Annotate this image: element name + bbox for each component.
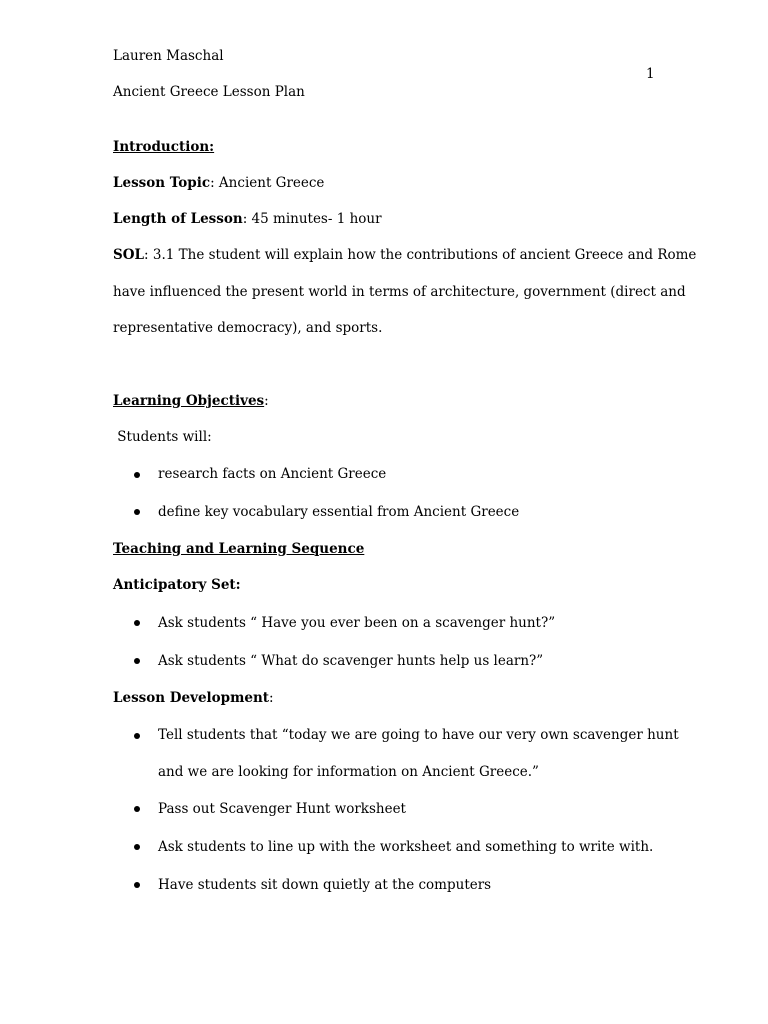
sol-label: SOL (113, 247, 145, 263)
bullet-icon (134, 509, 140, 515)
document-title: Ancient Greece Lesson Plan (113, 84, 305, 100)
bullet-icon (134, 844, 140, 850)
lesson-length (113, 210, 382, 228)
bullet-icon (134, 658, 140, 664)
development-heading-suffix: : (269, 690, 274, 706)
bullet-icon (134, 806, 140, 812)
sol-text-1: : 3.1 The student will explain how the contributions of ancient Greece and Rome (144, 247, 697, 263)
development-item: Pass out Scavenger Hunt worksheet (158, 801, 406, 817)
objectives-heading: Learning Objectives (113, 393, 265, 409)
bullet-icon (134, 472, 140, 478)
bullet-icon (134, 620, 140, 626)
development-item: Have students sit down quietly at the computers (158, 877, 492, 893)
objectives-heading-line (113, 392, 269, 410)
lesson-topic (113, 174, 324, 192)
development-item-continuation: and we are looking for information on Ancient Greece.” (158, 764, 539, 780)
sol-line-3: representative democracy), and sports. (113, 320, 383, 336)
bullet-icon (134, 882, 140, 888)
introduction-heading: Introduction: (113, 139, 215, 155)
sol-line-1 (113, 246, 696, 264)
author-name: Lauren Maschal (113, 48, 224, 64)
lesson-topic-value: : Ancient Greece (210, 175, 325, 191)
objective-item: research facts on Ancient Greece (158, 466, 387, 482)
anticipatory-heading: Anticipatory Set: (113, 577, 241, 593)
page-number: 1 (646, 66, 655, 82)
lesson-topic-label: Lesson Topic (113, 175, 211, 191)
development-heading-line (113, 689, 274, 707)
bullet-icon (134, 733, 140, 739)
lesson-length-value: : 45 minutes- 1 hour (242, 211, 382, 227)
development-heading: Lesson Development (113, 690, 270, 706)
development-item: Ask students to line up with the worksheet and something to write with. (158, 839, 654, 855)
anticipatory-item: Ask students “ Have you ever been on a scavenger hunt?” (158, 615, 556, 631)
lesson-length-label: Length of Lesson (113, 211, 243, 227)
objectives-intro: Students will: (113, 429, 212, 445)
objective-item: define key vocabulary essential from Ancient Greece (158, 504, 520, 520)
anticipatory-item: Ask students “ What do scavenger hunts help us learn?” (158, 653, 544, 669)
sol-line-2: have influenced the present world in terms of architecture, government (direct and (113, 284, 686, 300)
development-item: Tell students that “today we are going to have our very own scavenger hunt (158, 727, 679, 743)
objectives-heading-suffix: : (264, 393, 269, 409)
sequence-heading: Teaching and Learning Sequence (113, 541, 365, 557)
